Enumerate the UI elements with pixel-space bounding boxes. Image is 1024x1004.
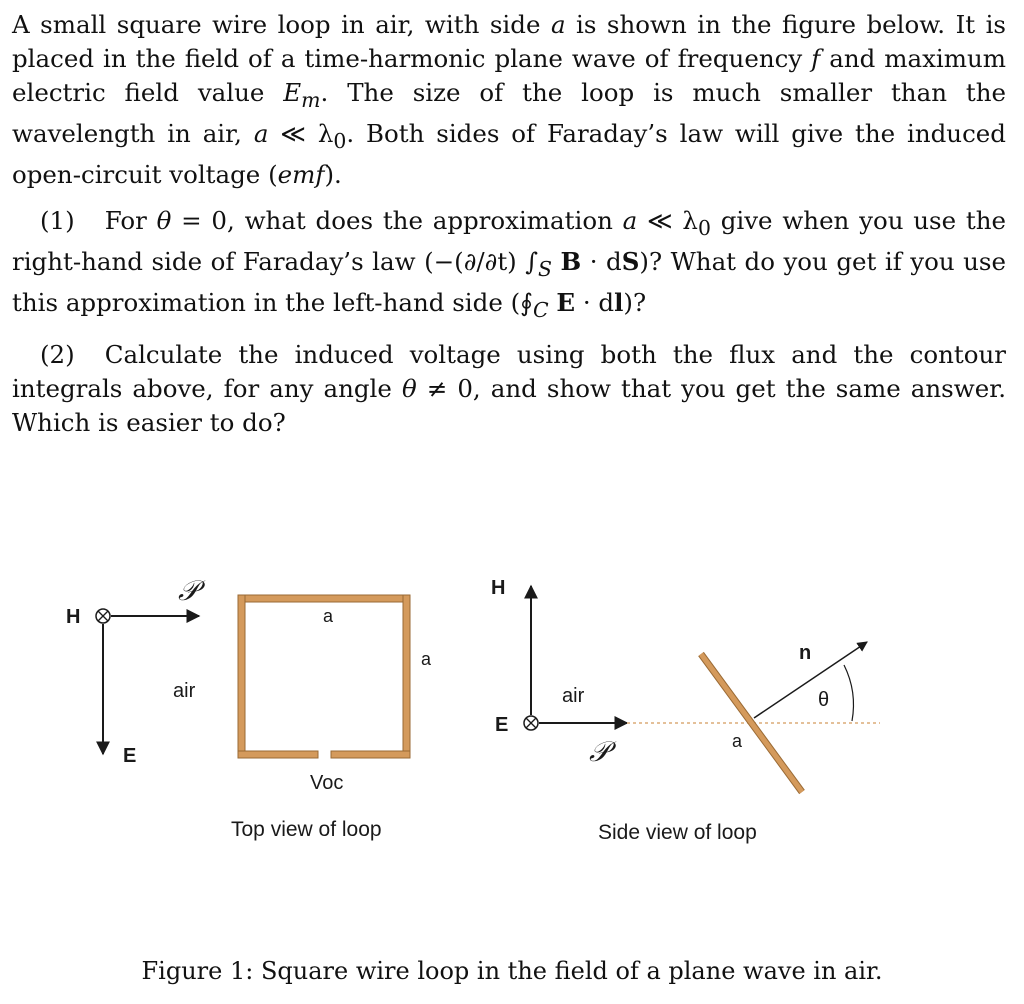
loop-side-right-label: a: [421, 649, 432, 669]
top-view-poynting-label: 𝒫: [178, 575, 199, 606]
loop-side-top-label: a: [323, 606, 334, 626]
side-view-title: Side view of loop: [598, 821, 757, 844]
side-view-h-label: H: [491, 577, 506, 599]
side-view-poynting-label: 𝒫: [589, 736, 610, 767]
figure-diagram: [0, 560, 1024, 860]
angle-arc: [844, 665, 853, 721]
loop-edge-on: [701, 654, 802, 792]
normal-label: n: [799, 642, 812, 664]
problem-intro: A small square wire loop in air, with side a is shown in the figure below. It is placed in the field of a time-harmonic plane wave of frequency f and maximum electric field value $E_m$. The size of the loop is much smaller than the wavelength in air, a ≪ $\lambda_0$. Both sides of Faraday’s law will give the induced open-circuit voltage (emf).: [12, 10, 1006, 189]
side-view-air-label: air: [562, 685, 585, 707]
figure-caption: Figure 1: Square wire loop in the field of a plane wave in air.: [141, 957, 883, 985]
figure: [0, 560, 1024, 1004]
problem-part-1: (1) For θ = 0, what does the approximation a ≪ $\lambda_0$ give when you use the right-hand side of Faraday’s law (−(∂/∂t) $\int_S$ B · dS)? What do you get if you use this approximation in the left-hand side ($∮_C$ E · dl)?: [12, 205, 1006, 322]
top-view-e-label: E: [123, 745, 137, 767]
top-view-field-axes: [66, 575, 206, 767]
problem-part-2: (2) Calculate the induced voltage using both the flux and the contour integrals above, for any angle θ ≠ 0, and show that you get the same answer. Which is easier to do?: [12, 340, 1007, 438]
side-view-a-label: a: [732, 731, 743, 751]
top-view-title: Top view of loop: [231, 818, 382, 841]
top-view-air-label: air: [173, 680, 196, 702]
part-1-number: (1): [40, 205, 75, 235]
side-view-field-axes: [491, 577, 627, 767]
voc-label: Voc: [310, 772, 344, 794]
top-view-h-label: H: [66, 606, 81, 628]
part-2-number: (2): [40, 340, 75, 370]
angle-label: θ: [818, 689, 830, 711]
side-view-e-label: E: [495, 714, 509, 736]
problem-statement: [12, 8, 1006, 440]
